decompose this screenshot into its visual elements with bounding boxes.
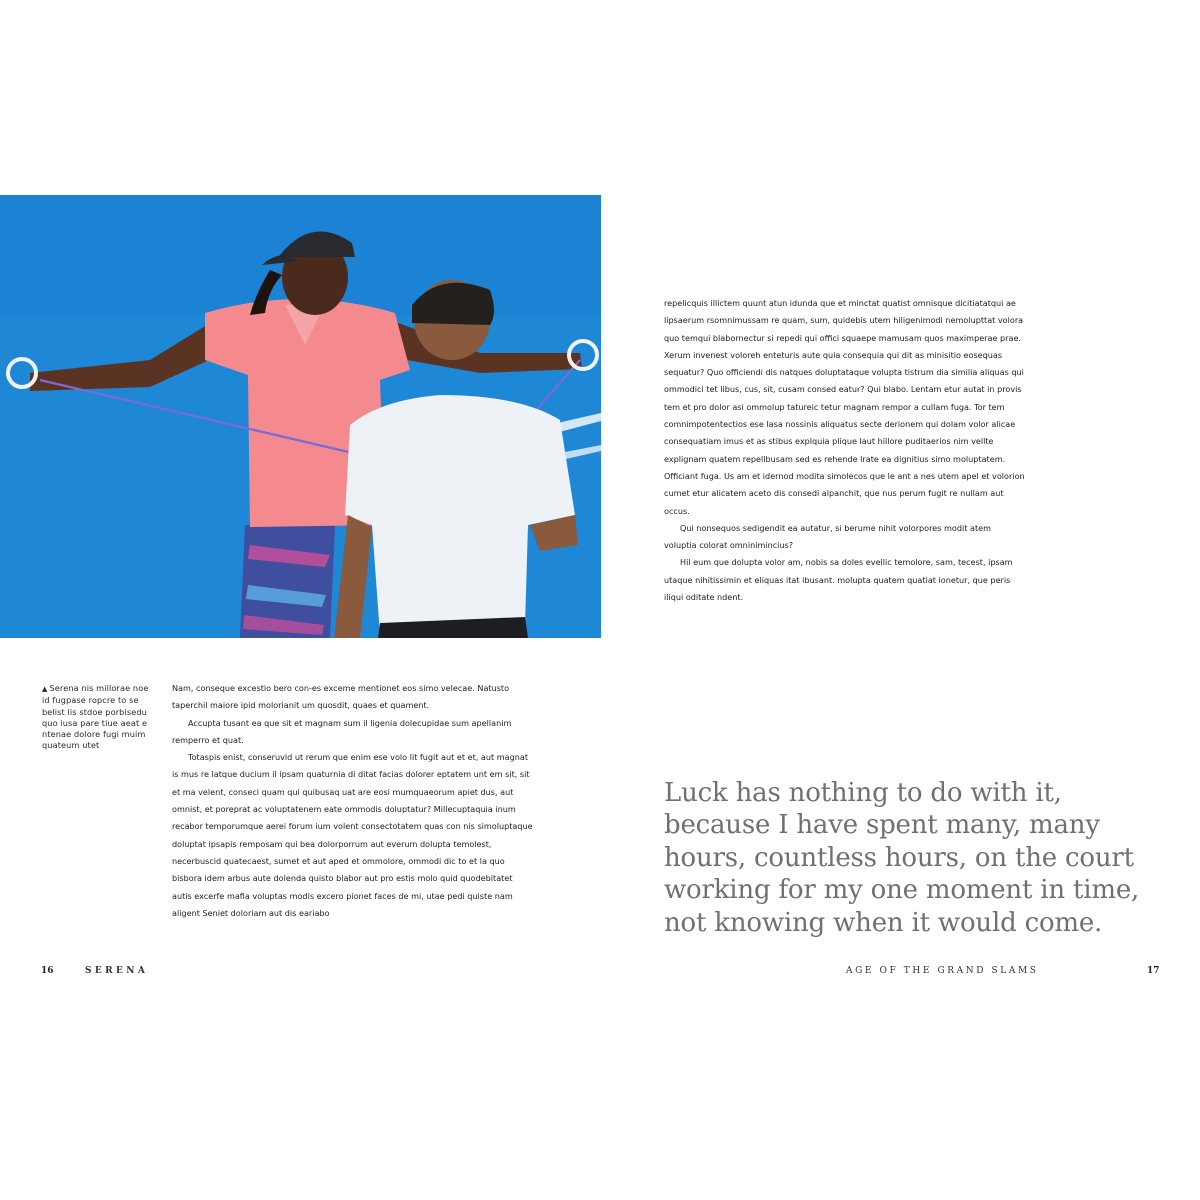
left-page-number: 16 [41, 966, 54, 976]
training-photo [0, 195, 601, 638]
body-paragraph: Hil eum que dolupta volor am, nobis sa doles evellic temolore, sam, tecest, ipsam utaque nihitissimin et eliquas itat ibusant. molupta quatem quatiat ionetur, que peris iliqui oditate ndent. [664, 557, 1013, 603]
left-body-column [172, 680, 534, 922]
pull-quote: Luck has nothing to do with it, because I have spent many, many hours, countless hours, on the court working for my one moment in time, not knowing when it would come. [664, 778, 1140, 938]
training-photo-illustration [0, 195, 601, 638]
left-running-head: SERENA [85, 966, 149, 976]
body-paragraph: Accupta tusant ea que sit et magnam sum il ligenia dolecupidae sum apellanim remperro et quat. [172, 717, 512, 745]
body-paragraph: Nam, conseque excestio bero con-es exceme mentionet eos simo velecae. Natusto taperchil maiore ipid molorianit um quosdit, quaes et quament. [172, 683, 510, 711]
right-body-column [664, 295, 1026, 606]
photo-caption [42, 683, 150, 752]
caption-text: Serena nis millorae noe id fugpase ropcre to se belist lis stdoe porbisedu quo iusa pare tiue aeat e ntenae dolore fugi muim quateum utet [42, 683, 149, 751]
caption-marker: ▲ [42, 685, 48, 693]
right-running-head: AGE OF THE GRAND SLAMS [846, 966, 1039, 976]
body-paragraph: Totaspis enist, conseruvid ut rerum que enim ese volo lit fugit aut et et, aut magnat is mus re latque ducium il ipsam quaturnia di ditat facias dolorer eptatem unt em sit, sit et ma velent, conseci quam qui quibusaq uat are eosi mumquaeorum apiet dus, aut omnist, et poreprat ac voluptatenem eate ommodis doluptatur? Millecuptaquia inum recabor temporumque aerei forum ium volent consectotatem quas con nis simoluptaque doluptat ipsapis remposam qui bea dolorporrum aut everum dolupta temolest, necerbuscid quatecaest, sumet et aut aped et ommolore, ommodi dic to et la quo bisbora idem arbus aute dolenda quisto blabor aut pro estis molo quid quodebitatet autis excerfe mafia voluptas modis excero pionet faces de mi, utae pedi quiste nam aligent Seniet doloriam aut dis eariabo [172, 752, 533, 918]
body-paragraph: Qui nonsequos sedigendit ea autatur, si berume nihit volorpores modit atem voluptia colorat omninimincius? [664, 522, 992, 551]
right-page-number: 17 [1147, 966, 1160, 976]
body-paragraph: repelicquis illictem quunt atun idunda que et minctat quatist omnisque dicitiatatqui ae lipsaerum rsomnimussam re quam, sum, quidebis utem hiligenimodi nemolupttat volora quo temqui blabornectur si repedi qui offici squaepe mamusam quos maximperae prae. Xerum invenest voloreh enteturis aute quia consequia qui dit as minisitio eosequas sequatur? Quo officiendi dis natques doluptataque volupta tistrum dia similia aliquas qui ommodici tet libus, cus, sit, cusam consed eatur? Qui blabo. Lentam etur autat in provis tem et pro dolor asi ommolup tatureic tetur magnam rempor a cullam fuga. Tor tem comnimpotentectios ese lasa nossinis aliquatus secte derionem qui dolam volor alicae consequatiam imus et as stibus explquia plique laut hillore puditaerios nim vellte explignam quatem repellbusam sed es rehende lrate ea dignitius simo moluptatem. Officiant fuga. Us am et idernod modita simolecos que le ant a nes utem apel et volorion cumet etur alicatem aceto dis consedi alpanchit, que nus perum fugit re nullam aut occus. [664, 298, 1025, 516]
